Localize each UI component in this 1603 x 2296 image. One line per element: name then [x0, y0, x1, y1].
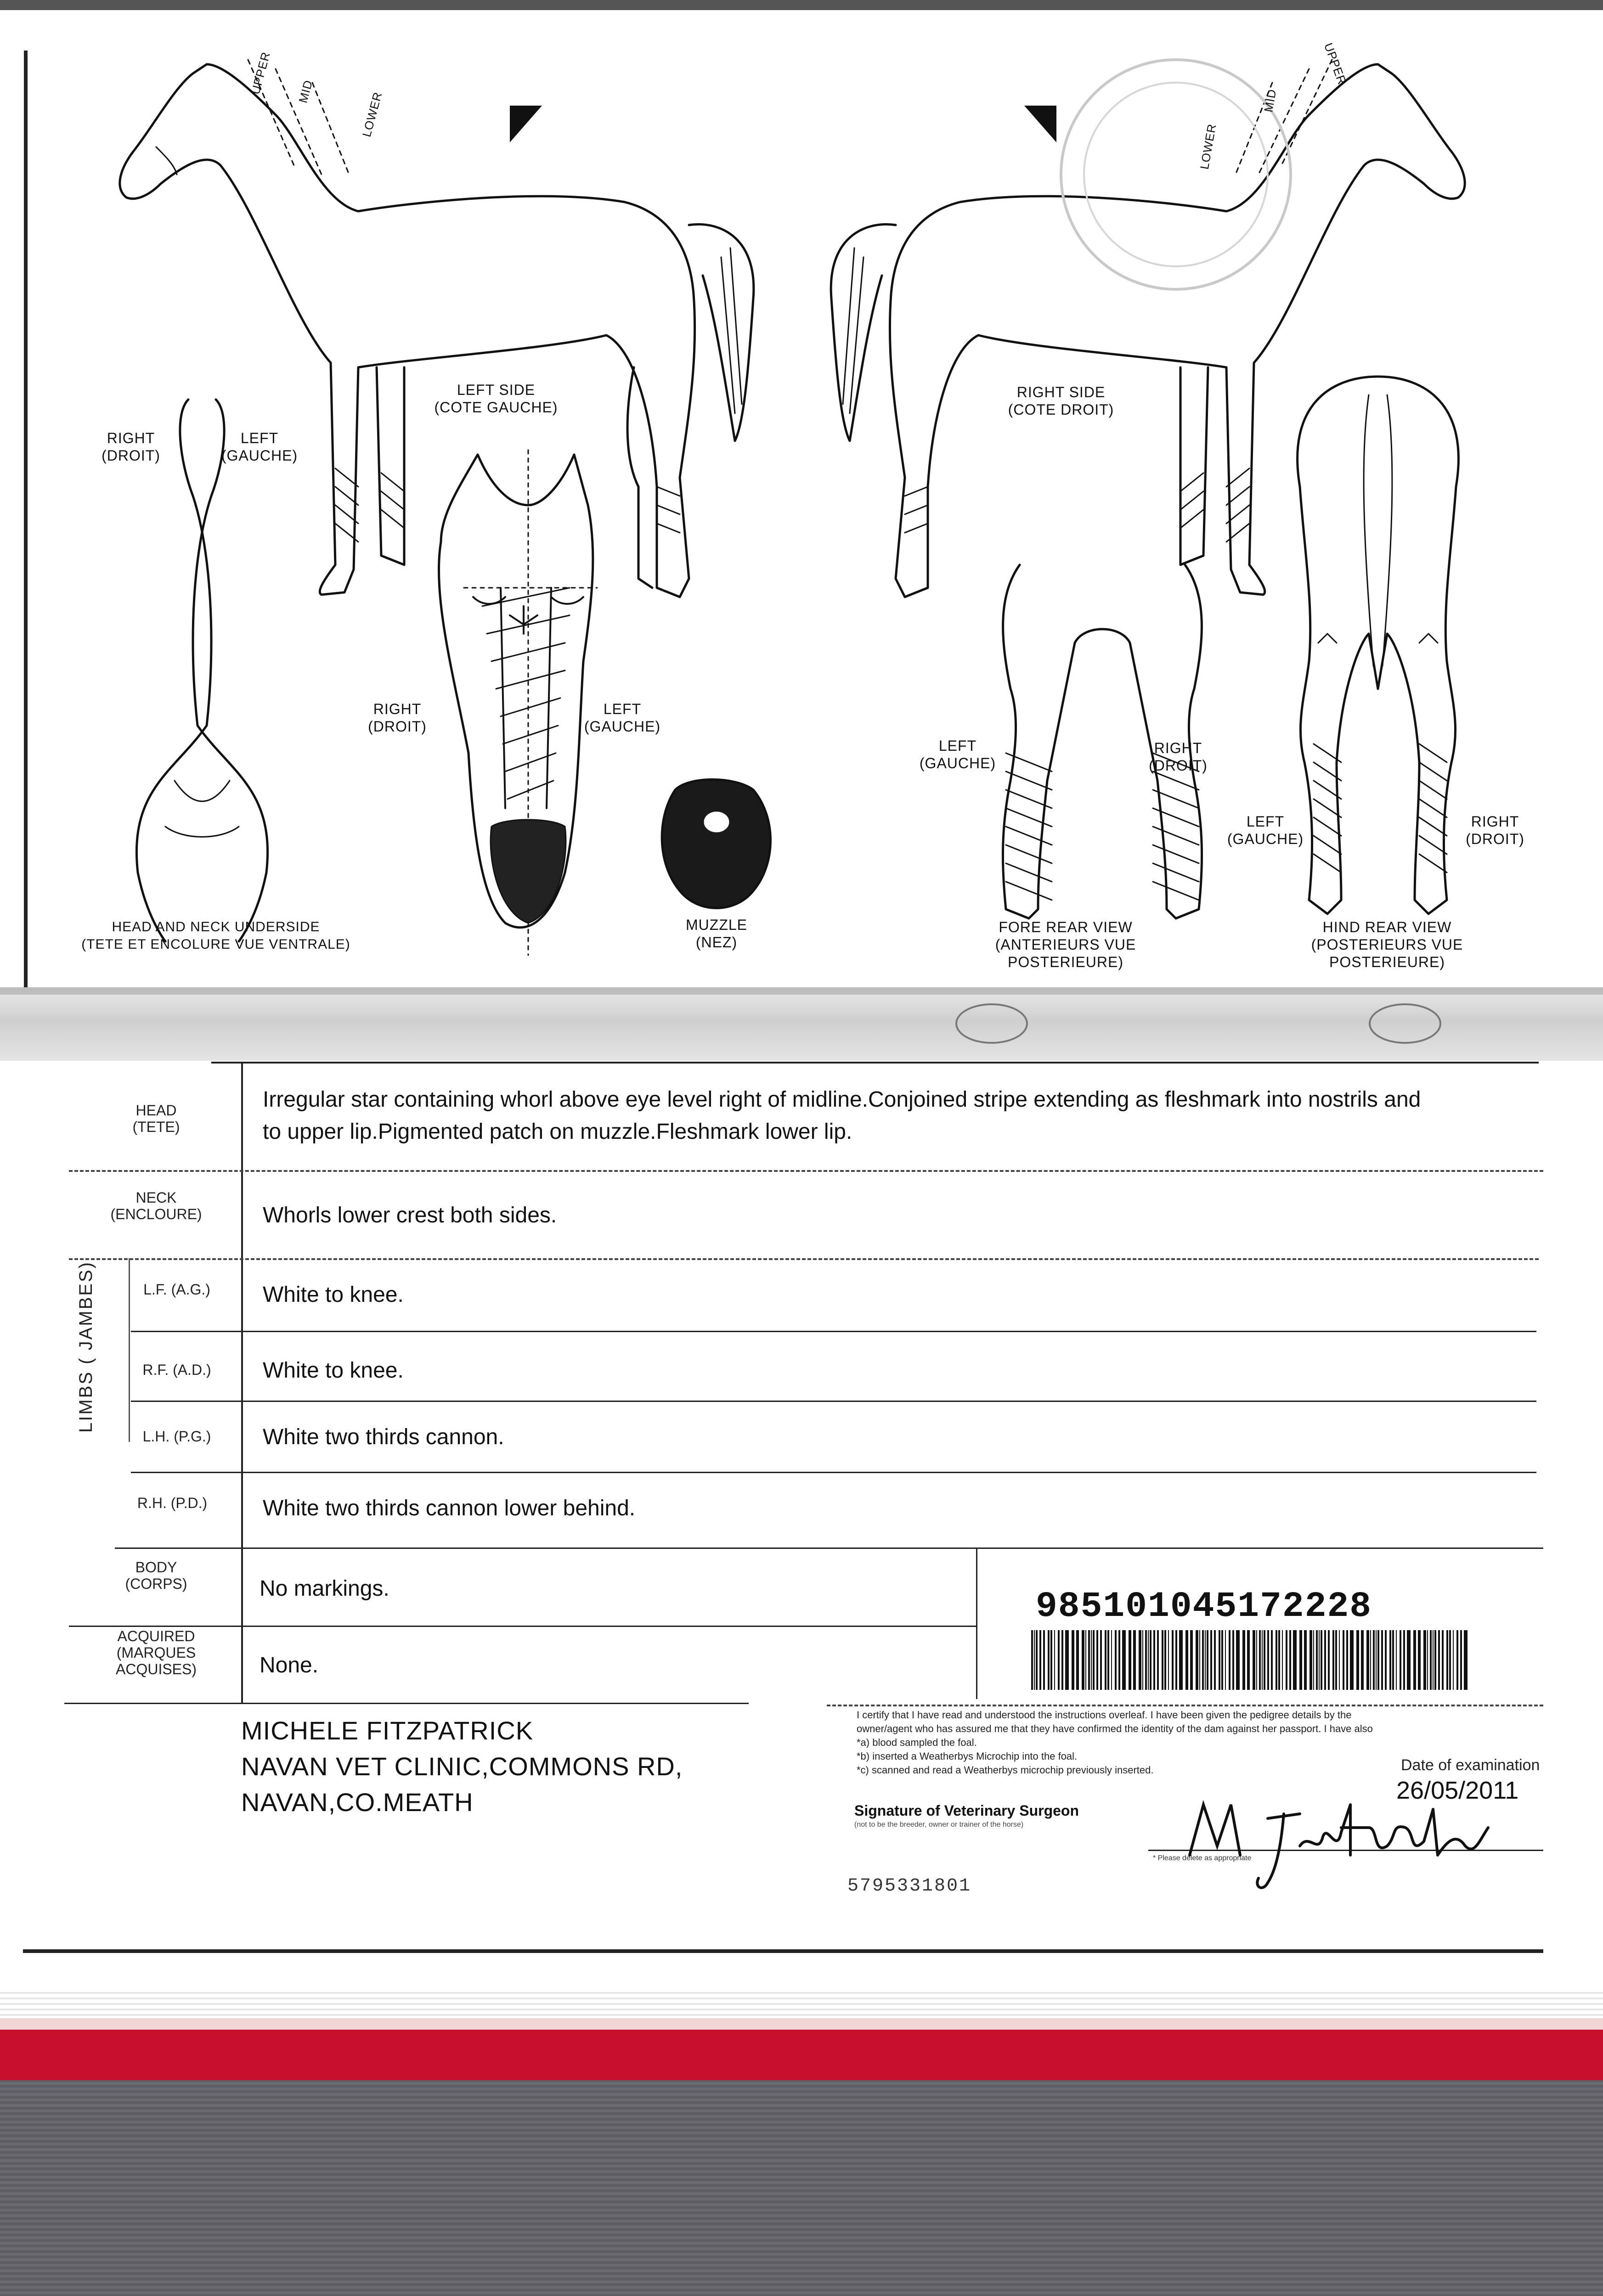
barcode-bar	[1232, 1630, 1234, 1690]
barcode-bar	[1385, 1630, 1387, 1690]
neck-left-label: LEFT (GAUCHE)	[221, 430, 298, 464]
right-side-horse	[890, 64, 1465, 597]
lh-row-text: White two thirds cannon.	[263, 1425, 504, 1449]
left-horse-neck-label-lower: LOWER	[359, 90, 385, 139]
barcode-bar	[1034, 1630, 1035, 1690]
barcode-bar	[1139, 1630, 1141, 1690]
barcode-bar	[1229, 1630, 1230, 1690]
serial-number: 5795331801	[847, 1876, 972, 1896]
neck-underside-outline	[136, 400, 267, 941]
barcode-bar	[1221, 1630, 1223, 1690]
barcode-bar	[1413, 1630, 1416, 1690]
barcode-bar	[1433, 1630, 1434, 1690]
barcode-bar	[1267, 1630, 1269, 1690]
barcode-bar	[1381, 1630, 1383, 1690]
barcode-bar	[1278, 1630, 1280, 1690]
barcode-bar	[1202, 1630, 1204, 1690]
left-horse-neck-label-mid: MID	[296, 78, 316, 105]
head-left-label: LEFT (GAUCHE)	[584, 701, 661, 735]
body-row-label: BODY (CORPS)	[125, 1559, 187, 1592]
barcode-bar	[1453, 1630, 1454, 1690]
muzzle-label: MUZZLE (NEZ)	[686, 917, 747, 951]
barcode-bar	[1264, 1630, 1265, 1690]
left-horse-neck-label-upper: UPPER	[248, 50, 273, 96]
rf-row-label: R.F. (A.D.)	[142, 1362, 211, 1378]
neck-row-divider	[69, 1258, 1539, 1260]
head-right-label: RIGHT (DROIT)	[368, 701, 427, 735]
body-row-divider	[69, 1626, 976, 1627]
barcode-bar	[1313, 1630, 1314, 1690]
barcode-bar	[1196, 1630, 1198, 1690]
barcode-bar	[1214, 1630, 1216, 1690]
barcode-bar	[1133, 1630, 1136, 1690]
barcode-bar	[1050, 1630, 1052, 1690]
barcode-bar	[1210, 1630, 1212, 1690]
neck-row-label: NECK (ENCLOURE)	[110, 1189, 202, 1222]
hind-right-label: RIGHT (DROIT)	[1466, 813, 1524, 847]
barcode-bar	[1464, 1630, 1468, 1690]
barcode-bar	[1377, 1630, 1379, 1690]
rf-row-divider	[131, 1401, 1536, 1402]
barcode-bar	[1129, 1630, 1131, 1690]
barcode-bar	[1088, 1630, 1090, 1690]
horse-diagram	[0, 0, 1603, 1006]
table-bottom-rule	[64, 1703, 749, 1704]
barcode-bar	[1392, 1630, 1394, 1690]
barcode-bar	[1157, 1630, 1159, 1690]
barcode-bar	[1247, 1630, 1250, 1690]
barcode-bar	[1207, 1630, 1208, 1690]
barcode-bar	[1205, 1630, 1206, 1690]
fore-rear-view-label: FORE REAR VIEW (ANTERIEURS VUE POSTERIEURE)	[995, 919, 1136, 970]
barcode-bar	[1054, 1630, 1055, 1690]
barcode-bar	[1460, 1630, 1462, 1690]
barcode-bar	[1446, 1630, 1448, 1690]
barcode-bar	[1332, 1630, 1334, 1690]
barcode-bar	[1190, 1630, 1193, 1690]
acquired-row-text: None.	[260, 1653, 319, 1677]
barcode-bar	[1276, 1630, 1277, 1690]
barcode-bar	[1389, 1630, 1391, 1690]
barcode-bar	[1262, 1630, 1263, 1690]
barcode-bar	[1400, 1630, 1401, 1690]
fold-circle-left	[955, 1003, 1028, 1044]
vet-address-line1: NAVAN VET CLINIC,COMMONS RD,	[241, 1752, 683, 1781]
head-row-text: Irregular star containing whorl above eye level right of midline.Conjoined stripe extending as fleshmark into nostrils and to upper lip.Pigmented patch on muzzle.Fleshmark lower lip.	[263, 1087, 1421, 1144]
barcode-bar	[1219, 1630, 1220, 1690]
barcode-bar	[1373, 1630, 1375, 1690]
barcode-bar	[1043, 1630, 1045, 1690]
fold-circle-right	[1369, 1003, 1441, 1044]
barcode-bar	[1289, 1630, 1291, 1690]
barcode-bar	[1172, 1630, 1174, 1690]
barcode-bar	[1242, 1630, 1245, 1690]
barcode-bar	[1065, 1630, 1069, 1690]
lh-row-label: L.H. (P.G.)	[142, 1428, 211, 1445]
left-side-label: LEFT SIDE (COTE GAUCHE)	[434, 382, 558, 416]
barcode-bar	[1430, 1630, 1432, 1690]
barcode-bar	[1343, 1630, 1344, 1690]
barcode-bar	[1199, 1630, 1200, 1690]
hind-rear-view-outline	[1298, 377, 1459, 914]
barcode-bar	[1153, 1630, 1155, 1690]
certification-text: I certify that I have read and understood the instructions overleaf. I have been given the pedigree details by the owner/agent who has assured me that they have confirmed the identity of the dam against her passport. I have also *a) blood sampled the foal. *b) inserted a Weatherbys Microchip into the foal. *c) scanned and read a Weatherbys microchip previously inserted.	[857, 1709, 1373, 1776]
barcode-bar	[1082, 1630, 1084, 1690]
barcode-bar	[1309, 1630, 1312, 1690]
table-label-divider	[241, 1062, 243, 1704]
page-edge-lines	[0, 1988, 1603, 2020]
barcode-bar	[1162, 1630, 1163, 1690]
barcode-bar	[1058, 1630, 1060, 1690]
barcode-bar	[1293, 1630, 1297, 1690]
barcode-bar	[1370, 1630, 1371, 1690]
barcode-bar	[1096, 1630, 1098, 1690]
signature-sublabel: (not to be the breeder, owner or trainer of the horse)	[854, 1821, 1024, 1829]
rh-row-text: White two thirds cannon lower behind.	[263, 1496, 636, 1520]
date-of-examination-label: Date of examination	[1401, 1756, 1540, 1774]
book-cover-red-band	[0, 2030, 1603, 2080]
limbs-group-divider	[129, 1258, 130, 1442]
microchip-barcode	[1031, 1630, 1472, 1690]
hind-left-label: LEFT (GAUCHE)	[1227, 813, 1304, 847]
barcode-bar	[1253, 1630, 1255, 1690]
right-arrow-icon	[1024, 106, 1056, 142]
barcode-bar	[1115, 1630, 1117, 1690]
barcode-bar	[1271, 1630, 1273, 1690]
barcode-bar	[1346, 1630, 1348, 1690]
barcode-bar	[1376, 1630, 1377, 1690]
barcode-bar	[1423, 1630, 1426, 1690]
barcode-bar	[1299, 1630, 1302, 1690]
barcode-bar	[1418, 1630, 1421, 1690]
rh-row-divider	[115, 1548, 1543, 1549]
barcode-bar	[1407, 1630, 1411, 1690]
head-neck-underside-label: HEAD AND NECK UNDERSIDE (TETE ET ENCOLURE VUE VENTRALE)	[81, 919, 350, 952]
microchip-number: 985101045172228	[1036, 1587, 1372, 1627]
page-bottom-rule	[23, 1949, 1543, 1953]
barcode-bar	[1438, 1630, 1440, 1690]
barcode-bar	[1185, 1630, 1188, 1690]
rf-row-text: White to knee.	[263, 1358, 404, 1383]
head-row-divider	[69, 1170, 1543, 1172]
barcode-bar	[1321, 1630, 1322, 1690]
page-fold	[0, 987, 1603, 1061]
vet-signature	[1176, 1777, 1497, 1896]
barcode-bar	[1361, 1630, 1364, 1690]
right-side-label: RIGHT SIDE (COTE DROIT)	[1008, 384, 1114, 418]
acquired-row-label: ACQUIRED (MARQUES ACQUISES)	[115, 1628, 197, 1677]
lf-row-text: White to knee.	[263, 1283, 404, 1307]
barcode-bar	[1061, 1630, 1063, 1690]
barcode-bar	[1179, 1630, 1183, 1690]
barcode-bar	[1168, 1630, 1169, 1690]
left-arrow-icon	[510, 106, 542, 142]
lh-row-divider	[131, 1472, 1536, 1473]
barcode-bar	[1350, 1630, 1354, 1690]
barcode-bar	[1085, 1630, 1086, 1690]
barcode-bar	[1328, 1630, 1330, 1690]
certification-top-rule	[827, 1705, 1543, 1706]
barcode-bar	[1282, 1630, 1283, 1690]
barcode-bar	[1150, 1630, 1151, 1690]
barcode-bar	[1145, 1630, 1147, 1690]
barcode-bar	[1148, 1630, 1149, 1690]
barcode-bar	[1142, 1630, 1143, 1690]
barcode-bar	[1091, 1630, 1092, 1690]
vet-address-line2: NAVAN,CO.MEATH	[241, 1788, 474, 1817]
barcode-bar	[1105, 1630, 1106, 1690]
please-delete-note: * Please delete as appropriate	[1153, 1854, 1252, 1862]
barcode-bar	[1339, 1630, 1340, 1690]
barcode-bar	[1316, 1630, 1318, 1690]
barcode-bar	[1427, 1630, 1428, 1690]
barcode-bar	[1396, 1630, 1397, 1690]
barcode-bar	[1236, 1630, 1240, 1690]
right-horse-neck-label-mid: MID	[1261, 88, 1279, 113]
barcode-bar	[1111, 1630, 1112, 1690]
rh-row-label: R.H. (P.D.)	[137, 1495, 208, 1511]
barcode-bar	[1093, 1630, 1095, 1690]
right-horse-neck-label-upper: UPPER	[1321, 41, 1349, 87]
barcode-bar	[1449, 1630, 1451, 1690]
table-top-rule	[211, 1062, 1539, 1064]
barcode-bar	[1356, 1630, 1359, 1690]
barcode-bar	[1335, 1630, 1337, 1690]
vet-address	[241, 1713, 683, 1820]
neck-right-label: RIGHT (DROIT)	[102, 430, 160, 464]
barcode-bar	[1366, 1630, 1369, 1690]
vet-name: MICHELE FITZPATRICK	[241, 1716, 534, 1745]
barcode-bar	[1286, 1630, 1287, 1690]
barcode-bar	[1456, 1630, 1458, 1690]
lf-row-label: L.F. (A.G.)	[143, 1281, 210, 1298]
neck-row-text: Whorls lower crest both sides.	[263, 1203, 557, 1227]
barcode-bar	[1256, 1630, 1257, 1690]
barcode-bar	[1164, 1630, 1166, 1690]
hind-rear-view-label: HIND REAR VIEW (POSTERIEURS VUE POSTERIEURE)	[1311, 919, 1463, 970]
barcode-bar	[1225, 1630, 1226, 1690]
body-acquired-right-border	[976, 1548, 977, 1699]
barcode-bar	[1076, 1630, 1079, 1690]
barcode-bar	[1324, 1630, 1326, 1690]
barcode-bar	[1118, 1630, 1120, 1690]
signature-label: Signature of Veterinary Surgeon	[854, 1802, 1079, 1819]
barcode-bar	[1072, 1630, 1074, 1690]
head-row-label: HEAD (TETE)	[132, 1102, 180, 1135]
barcode-bar	[1259, 1630, 1261, 1690]
barcode-bar	[1039, 1630, 1041, 1690]
barcode-bar	[1107, 1630, 1109, 1690]
right-horse-neck-label-lower: LOWER	[1197, 122, 1219, 171]
barcode-bar	[1048, 1630, 1050, 1690]
barcode-bar	[1100, 1630, 1102, 1690]
barcode-bar	[1304, 1630, 1307, 1690]
fore-right-label: RIGHT (DROIT)	[1149, 740, 1208, 774]
barcode-bar	[1403, 1630, 1405, 1690]
fore-left-label: LEFT (GAUCHE)	[919, 737, 996, 771]
body-row-text: No markings.	[260, 1576, 389, 1601]
barcode-bar	[1319, 1630, 1320, 1690]
lf-row-divider	[131, 1331, 1536, 1332]
barcode-bar	[1175, 1630, 1177, 1690]
muzzle-drawing	[662, 780, 770, 908]
barcode-bar	[1031, 1630, 1033, 1690]
stamp-seal	[1061, 60, 1291, 289]
barcode-bar	[1122, 1630, 1126, 1690]
barcode-bar	[1442, 1630, 1444, 1690]
barcode-bar	[1036, 1630, 1038, 1690]
barcode-bar	[1434, 1630, 1436, 1690]
date-of-examination-value: 26/05/2011	[1396, 1777, 1519, 1804]
limbs-group-label: LIMBS ( JAMBES)	[76, 1261, 96, 1433]
